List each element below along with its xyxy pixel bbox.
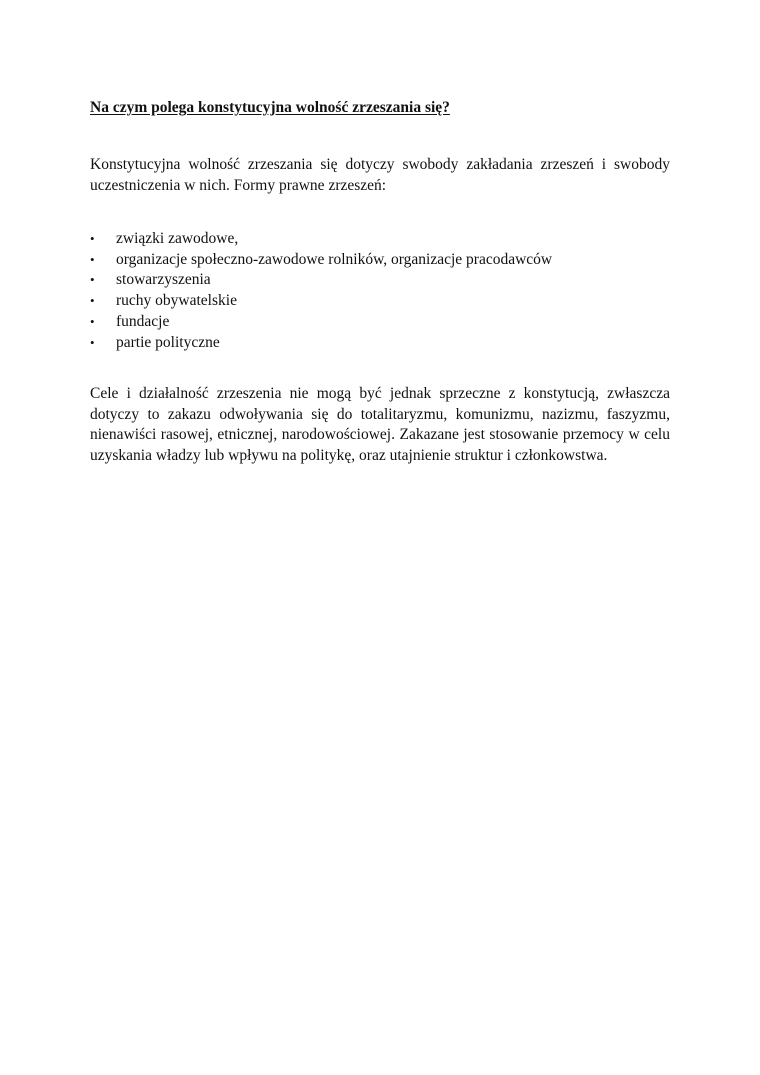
- bullet-icon: •: [90, 231, 95, 246]
- list-item-text: partie polityczne: [116, 333, 220, 351]
- bullet-icon: •: [90, 293, 95, 309]
- document-title: Na czym polega konstytucyjna wolność zrzeszania się?: [90, 99, 450, 116]
- list-item-text: fundacje: [116, 312, 170, 330]
- list-item: [90, 312, 670, 333]
- bullet-icon: •: [90, 334, 95, 350]
- list-item-text: organizacje społeczno-zawodowe rolników, organizacje pracodawców: [116, 250, 553, 268]
- intro-paragraph: Konstytucyjna wolność zrzeszania się dotyczy swobody zakładania zrzeszeń i swobody uczestniczenia w nich. Formy prawne zrzeszeń:: [90, 156, 670, 194]
- list-item: [90, 250, 670, 271]
- document-content: [90, 98, 670, 466]
- list-item: [90, 229, 670, 250]
- list-item: [90, 333, 670, 354]
- bullet-icon: •: [90, 272, 95, 288]
- bullet-icon: •: [90, 251, 95, 267]
- list-item-text: stowarzyszenia: [116, 271, 211, 289]
- list-item: [90, 270, 670, 291]
- legal-forms-list: [90, 229, 670, 353]
- list-item: [90, 291, 670, 312]
- list-item-text: związki zawodowe,: [116, 230, 239, 247]
- bullet-icon: •: [90, 313, 95, 329]
- restrictions-paragraph: Cele i działalność zrzeszenia nie mogą być jednak sprzeczne z konstytucją, zwłaszcza dotyczy to zakazu odwoływania się do totalitaryzmu, komunizmu, nazizmu, faszyzmu, nienawiści rasowej, etnicznej, narodowościowej. Zakazane jest stosowanie przemocy w celu uzyskania władzy lub wpływu na politykę, oraz utajnienie struktur i członkowstwa.: [90, 385, 670, 464]
- list-item-text: ruchy obywatelskie: [116, 292, 237, 310]
